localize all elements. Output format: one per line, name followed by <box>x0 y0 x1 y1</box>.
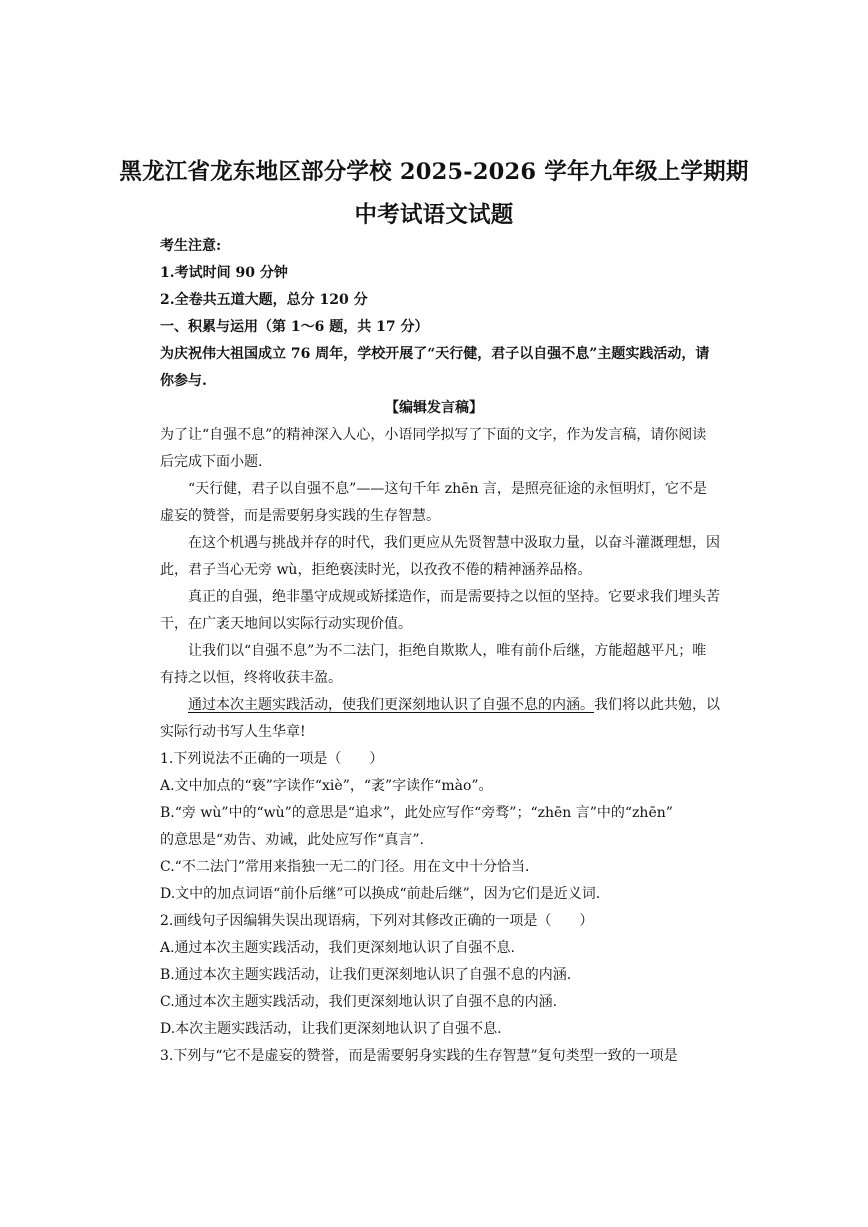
subheading: 【编辑发言稿】 <box>385 400 483 416</box>
exam-title-line-1: 黑龙江省龙东地区部分学校 2025-2026 学年九年级上学期期 <box>119 159 749 185</box>
para-2-line-2: 虚妄的赞誉，而是需要躬身实践的生存智慧。 <box>160 508 440 524</box>
question-2-option-d: D.本次主题实践活动，让我们更深刻地认识了自强不息. <box>160 1021 502 1037</box>
para-3-line-1: 在这个机遇与挑战并存的时代，我们更应从先贤智慧中汲取力量，以奋斗灌溉理想，因 <box>188 535 720 551</box>
para-5-line-2: 有持之以恒，终将收获丰盈。 <box>160 670 342 686</box>
exam-title-line-2: 中考试语文试题 <box>354 202 514 228</box>
question-3: 3.下列与“它不是虚妄的赞誉，而是需要躬身实践的生存智慧”复句类型一致的一项是 <box>160 1048 678 1064</box>
question-1: 1.下列说法不正确的一项是（ ） <box>160 751 384 767</box>
para-4-line-1: 真正的自强，绝非墨守成规或矫揉造作，而是需要持之以恒的坚持。它要求我们埋头苦 <box>188 589 720 605</box>
question-2-option-b: B.通过本次主题实践活动，让我们更深刻地认识了自强不息的内涵. <box>160 967 572 983</box>
para-5-line-1: 让我们以“自强不息”为不二法门，拒绝自欺欺人，唯有前仆后继，方能超越平凡；唯 <box>188 643 707 659</box>
question-1-option-d: D.文中的加点词语“前仆后继”可以换成“前赴后继”，因为它们是近义词. <box>160 886 601 902</box>
para-6-line-1 <box>188 696 720 714</box>
question-2: 2.画线句子因编辑失误出现语病，下列对其修改正确的一项是（ ） <box>160 913 594 929</box>
para-1-line-1: 为了让“自强不息”的精神深入人心，小语同学拟写了下面的文字，作为发言稿，请你阅读 <box>160 427 707 443</box>
para-2-line-1: “天行健，君子以自强不息”——这句千年 zhēn 言，是照亮征途的永恒明灯，它不是 <box>188 481 707 497</box>
underlined-sentence: 通过本次主题实践活动，使我们更深刻地认识了自强不息的内涵。 <box>188 697 594 713</box>
section-heading-1: 一、积累与运用（第 1～6 题，共 17 分） <box>160 319 429 335</box>
question-2-option-c: C.通过本次主题实践活动，我们更深刻地认识了自强不息的内涵. <box>160 994 558 1010</box>
question-1-option-a: A.文中加点的“亵”字读作“xiè”，“袤”字读作“mào”。 <box>160 778 493 794</box>
intro-line-1: 为庆祝伟大祖国成立 76 周年，学校开展了“天行健，君子以自强不息”主题实践活动，请 <box>160 346 710 362</box>
question-1-option-b-line-2: 的意思是“劝告、劝诫，此处应写作“真言”. <box>160 832 424 848</box>
notice-item-1: 1.考试时间 90 分钟 <box>160 265 288 281</box>
notice-label: 考生注意: <box>160 238 222 254</box>
question-1-option-b-line-1: B.“旁 wù”中的“wù”的意思是“追求”，此处应写作“旁骛”；“zhēn 言”中的“zhēn” <box>160 805 673 821</box>
para-4-line-2: 干，在广袤天地间以实际行动实现价值。 <box>160 616 412 632</box>
para-6-line-2: 实际行动书写人生华章! <box>160 724 306 740</box>
para-3-line-2: 此，君子当心无旁 wù，拒绝亵渎时光，以孜孜不倦的精神涵养品格。 <box>160 562 592 578</box>
intro-line-2: 你参与. <box>160 373 207 389</box>
para-6-rest: 我们将以此共勉，以 <box>594 697 720 713</box>
question-2-option-a: A.通过本次主题实践活动，我们更深刻地认识了自强不息. <box>160 940 516 956</box>
notice-item-2: 2.全卷共五道大题，总分 120 分 <box>160 292 368 308</box>
para-1-line-2: 后完成下面小题. <box>160 454 263 470</box>
question-1-option-c: C.“不二法门”常用来指独一无二的门径。用在文中十分恰当. <box>160 859 530 875</box>
